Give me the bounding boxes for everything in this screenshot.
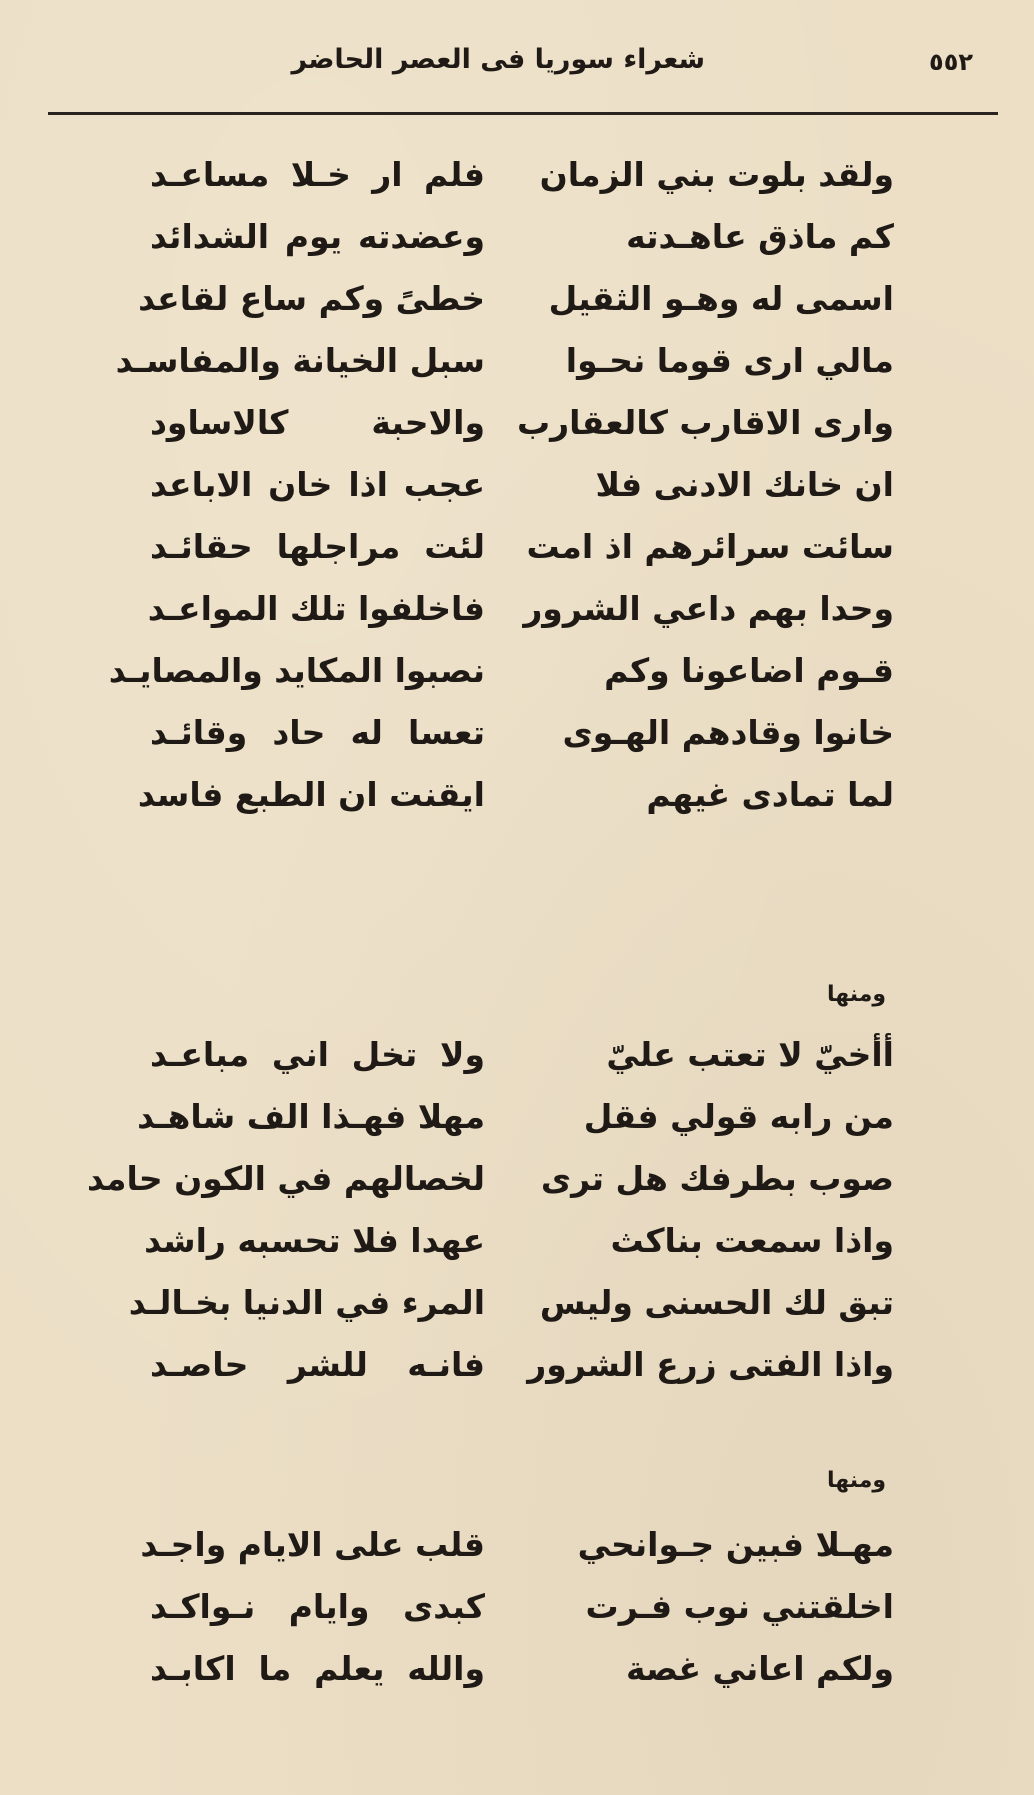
second-hemistich: فاخلفوا تلك المواعـد [147, 589, 485, 628]
first-hemistich: تبق لك الحسنى وليس [539, 1283, 894, 1322]
verse-line [140, 1515, 894, 1575]
second-hemistich: ايقنت ان الطبع فاسد [137, 775, 485, 814]
verse-line [150, 207, 894, 267]
second-hemistich: والاحبة كالاساود [150, 403, 485, 442]
first-hemistich: ولقد بلوت بني الزمان [539, 155, 894, 194]
second-hemistich: عهدا فلا تحسبه راشد [144, 1221, 485, 1260]
first-hemistich: ان خانك الادنى فلا [595, 465, 894, 504]
verse-line [150, 517, 894, 577]
first-hemistich: اسمى له وهـو الثقيل [548, 279, 894, 318]
verse-line [144, 1211, 894, 1271]
first-hemistich: وارى الاقارب كالعقارب [517, 403, 894, 442]
first-hemistich: من رابه قولي فقل [583, 1097, 894, 1136]
first-hemistich: مهـلا فبين جـوانحي [577, 1525, 894, 1564]
verse-line [150, 1577, 894, 1637]
second-hemistich: خطىً وكم ساع لقاعد [138, 279, 485, 318]
first-hemistich: صوب بطرفك هل ترى [540, 1159, 894, 1198]
verse-line [115, 331, 894, 391]
verse-line [138, 269, 894, 329]
second-hemistich: فلم ار خـلا مساعـد [150, 155, 485, 194]
first-hemistich: واذا الفتى زرع الشرور [527, 1345, 894, 1384]
second-hemistich: قلب على الايام واجـد [140, 1525, 485, 1564]
second-hemistich: والله يعلم ما اكابـد [150, 1649, 485, 1688]
section-label: ومنها [826, 982, 886, 1007]
first-hemistich: سائت سرائرهم اذ امت [526, 527, 894, 566]
verse-line [86, 1149, 894, 1209]
first-hemistich: كم ماذق عاهـدته [626, 217, 894, 256]
first-hemistich: واذا سمعت بناكث [610, 1221, 894, 1260]
second-hemistich: ولا تخل اني مباعـد [150, 1035, 485, 1074]
verse-line [150, 1335, 894, 1395]
second-hemistich: عجب اذا خان الاباعد [150, 465, 485, 504]
verse-line [150, 703, 894, 763]
verse-line [150, 145, 894, 205]
second-hemistich: مهلا فهـذا الف شاهـد [137, 1097, 485, 1136]
second-hemistich: تعسا له حاد وقائـد [150, 713, 485, 752]
second-hemistich: سبل الخيانة والمفاسـد [115, 341, 485, 380]
first-hemistich: لما تمادى غيهم [646, 775, 894, 814]
header-rule [48, 112, 998, 115]
second-hemistich: فانـه للشر حاصـد [150, 1345, 485, 1384]
verse-line [108, 641, 894, 701]
second-hemistich: وعضدته يوم الشدائد [150, 217, 485, 256]
first-hemistich: قـوم اضاعونا وكم [604, 651, 894, 690]
verse-line [150, 393, 894, 453]
second-hemistich: المرء في الدنيا بخـالـد [128, 1283, 485, 1322]
first-hemistich: اخلقتني نوب فـرت [585, 1587, 894, 1626]
verse-line [128, 1273, 894, 1333]
verse-line [150, 1639, 894, 1699]
page-header [45, 40, 995, 90]
verse-line [137, 1087, 894, 1147]
verse-line [137, 765, 894, 825]
page-number: ٥٥٢ [929, 48, 973, 76]
verse-line [147, 579, 894, 639]
first-hemistich: مالي ارى قوما نحـوا [565, 341, 894, 380]
second-hemistich: نصبوا المكايد والمصايـد [108, 651, 485, 690]
second-hemistich: كبدى وايام نـواكـد [150, 1587, 485, 1626]
first-hemistich: ولكم اعاني غصة [625, 1649, 894, 1688]
verse-line [150, 1025, 894, 1085]
running-title: شعراء سوريا فى العصر الحاضر [291, 44, 705, 75]
second-hemistich: لئت مراجلها حقائـد [150, 527, 485, 566]
first-hemistich: خانوا وقادهم الهـوى [562, 713, 894, 752]
verse-line [150, 455, 894, 515]
second-hemistich: لخصالهم في الكون حامد [86, 1159, 485, 1198]
first-hemistich: وحدا بهم داعي الشرور [523, 589, 894, 628]
first-hemistich: أأخيّ لا تعتب عليّ [606, 1035, 894, 1074]
section-label: ومنها [826, 1468, 886, 1493]
